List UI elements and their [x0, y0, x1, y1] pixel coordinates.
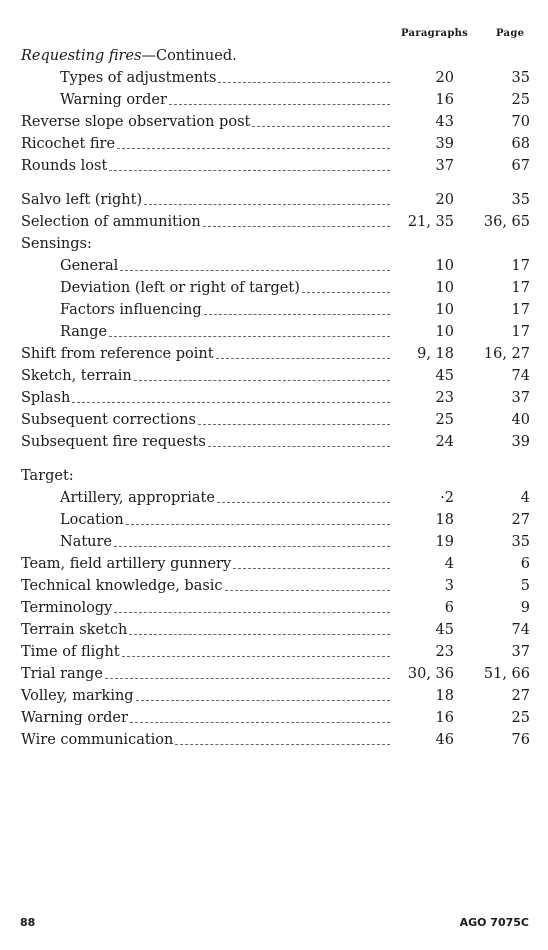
entry-paragraph: 18 — [435, 512, 454, 528]
index-entry — [0, 255, 548, 277]
entry-paragraph: 10 — [435, 302, 454, 318]
entry-term — [21, 45, 237, 67]
entry-term: Reverse slope observation post — [21, 114, 251, 130]
entry-paragraph: 20 — [435, 70, 454, 86]
entry-page: 37 — [511, 644, 530, 660]
entry-page: 6 — [520, 556, 530, 572]
entry-page: 27 — [511, 688, 530, 704]
entry-term: Location — [60, 512, 124, 528]
entry-page: 36, 65 — [483, 214, 530, 230]
entry-term: Sketch, terrain — [21, 368, 132, 384]
entry-term: Subsequent corrections — [21, 412, 196, 428]
dot-leader — [198, 424, 390, 425]
index-entry — [0, 343, 548, 365]
entry-paragraph: 37 — [435, 158, 454, 174]
entry-term: Rounds lost — [21, 158, 108, 174]
entry-page: 9 — [520, 600, 530, 616]
entry-page: 68 — [511, 136, 530, 152]
entry-paragraph: 43 — [435, 114, 454, 130]
index-entry — [0, 619, 548, 641]
entry-page: 67 — [511, 158, 530, 174]
entry-term: Shift from reference point — [21, 346, 214, 362]
entry-paragraph: 30, 36 — [407, 666, 454, 682]
index-entry — [0, 277, 548, 299]
paragraphs-column-header: Paragraphs — [401, 28, 469, 39]
index-entry — [0, 663, 548, 685]
dot-leader — [109, 170, 390, 171]
entry-term: Splash — [21, 390, 71, 406]
dot-leader — [120, 270, 390, 271]
dot-leader — [175, 744, 390, 745]
dot-leader — [208, 446, 390, 447]
entry-paragraph: 16 — [435, 710, 454, 726]
entry-paragraph: 10 — [435, 280, 454, 296]
index-entry — [0, 155, 548, 177]
entry-term: Trial range — [21, 666, 103, 682]
entry-page: 17 — [511, 302, 530, 318]
dot-leader — [225, 590, 390, 591]
dot-leader — [216, 358, 390, 359]
entry-term: Volley, marking — [21, 688, 134, 704]
page-number: 88 — [20, 916, 36, 929]
dot-leader — [109, 336, 390, 337]
entry-term: Types of adjustments — [60, 70, 217, 86]
dot-leader — [105, 678, 390, 679]
entry-term: Team, field artillery gunnery — [21, 556, 232, 572]
dot-leader — [169, 104, 390, 105]
index-entry — [0, 553, 548, 575]
entry-page: 39 — [511, 434, 530, 450]
dot-leader — [114, 612, 390, 613]
entry-term: Target: — [21, 468, 74, 484]
entry-page: 35 — [511, 192, 530, 208]
dot-leader — [233, 568, 390, 569]
entry-term: Warning order — [60, 92, 167, 108]
index-entry — [0, 387, 548, 409]
entry-paragraph: 20 — [435, 192, 454, 208]
entry-page: 70 — [511, 114, 530, 130]
index-entry — [0, 597, 548, 619]
entry-paragraph: 9, 18 — [417, 346, 454, 362]
entry-paragraph: 25 — [435, 412, 454, 428]
dot-leader — [134, 380, 390, 381]
index-entry — [0, 531, 548, 553]
entry-paragraph: 3 — [444, 578, 454, 594]
entry-term: Warning order — [21, 710, 128, 726]
index-entry — [0, 509, 548, 531]
entry-paragraph: ·2 — [440, 490, 454, 506]
entry-paragraph: 6 — [444, 600, 454, 616]
index-entry — [0, 189, 548, 211]
dot-leader — [144, 204, 390, 205]
entry-page: 35 — [511, 534, 530, 550]
index-entry — [0, 89, 548, 111]
entry-page: 35 — [511, 70, 530, 86]
entry-paragraph: 16 — [435, 92, 454, 108]
entry-page: 16, 27 — [483, 346, 530, 362]
dot-leader — [122, 656, 390, 657]
index-entry — [0, 299, 548, 321]
entry-term-italic: Requesting fires — [21, 48, 142, 64]
index-entry — [0, 431, 548, 453]
entry-paragraph: 46 — [435, 732, 454, 748]
entry-term: Deviation (left or right of target) — [60, 280, 300, 296]
entry-paragraph: 23 — [435, 390, 454, 406]
entry-page: 51, 66 — [483, 666, 530, 682]
index-entry — [0, 45, 548, 67]
dot-leader — [129, 634, 390, 635]
entry-page: 76 — [511, 732, 530, 748]
dot-leader — [218, 82, 390, 83]
dot-leader — [136, 700, 390, 701]
entry-term-rest: —Continued. — [141, 48, 237, 64]
entry-paragraph: 4 — [444, 556, 454, 572]
entry-page: 37 — [511, 390, 530, 406]
index-entry — [0, 685, 548, 707]
entry-paragraph: 39 — [435, 136, 454, 152]
entry-paragraph: 23 — [435, 644, 454, 660]
entry-page: 17 — [511, 258, 530, 274]
entry-term: Selection of ammunition — [21, 214, 201, 230]
entry-page: 17 — [511, 280, 530, 296]
dot-leader — [217, 502, 390, 503]
entry-paragraph: 45 — [435, 368, 454, 384]
entry-term: Factors influencing — [60, 302, 202, 318]
entry-page: 5 — [520, 578, 530, 594]
entry-page: 25 — [511, 710, 530, 726]
entry-term: Terminology — [21, 600, 113, 616]
index-entry — [0, 487, 548, 509]
entry-term: Subsequent fire requests — [21, 434, 206, 450]
entry-term: Salvo left (right) — [21, 192, 143, 208]
entry-page: 27 — [511, 512, 530, 528]
entry-paragraph: 10 — [435, 258, 454, 274]
index-entry — [0, 409, 548, 431]
entry-term: Time of flight — [21, 644, 120, 660]
entry-term: General — [60, 258, 119, 274]
dot-leader — [114, 546, 390, 547]
dot-leader — [252, 126, 390, 127]
entry-paragraph: 24 — [435, 434, 454, 450]
dot-leader — [117, 148, 390, 149]
entry-term: Sensings: — [21, 236, 92, 252]
entry-paragraph: 10 — [435, 324, 454, 340]
entry-term: Range — [60, 324, 108, 340]
index-entry — [0, 575, 548, 597]
index-entry — [0, 133, 548, 155]
dot-leader — [204, 314, 390, 315]
entry-page: 74 — [511, 368, 530, 384]
entry-page: 40 — [511, 412, 530, 428]
dot-leader — [126, 524, 390, 525]
document-code: AGO 7075C — [459, 916, 529, 929]
index-entry — [0, 67, 548, 89]
entry-term: Nature — [60, 534, 113, 550]
entry-term: Artillery, appropriate — [60, 490, 215, 506]
dot-leader — [302, 292, 390, 293]
dot-leader — [72, 402, 390, 403]
entry-page: 4 — [520, 490, 530, 506]
entry-term: Ricochet fire — [21, 136, 116, 152]
index-entry — [0, 465, 548, 487]
entry-paragraph: 21, 35 — [407, 214, 454, 230]
entry-page: 17 — [511, 324, 530, 340]
entry-page: 74 — [511, 622, 530, 638]
index-entry — [0, 707, 548, 729]
dot-leader — [130, 722, 390, 723]
index-entry — [0, 111, 548, 133]
index-entry — [0, 641, 548, 663]
index-entry — [0, 321, 548, 343]
entry-term: Wire communication — [21, 732, 174, 748]
index-entry — [0, 365, 548, 387]
entry-paragraph: 45 — [435, 622, 454, 638]
index-entry — [0, 233, 548, 255]
entry-paragraph: 18 — [435, 688, 454, 704]
entry-page: 25 — [511, 92, 530, 108]
entry-term: Terrain sketch — [21, 622, 128, 638]
index-entries — [0, 45, 548, 751]
index-entry — [0, 729, 548, 751]
dot-leader — [203, 226, 390, 227]
entry-term: Technical knowledge, basic — [21, 578, 223, 594]
page-column-header: Page — [496, 28, 525, 39]
entry-paragraph: 19 — [435, 534, 454, 550]
index-entry — [0, 211, 548, 233]
